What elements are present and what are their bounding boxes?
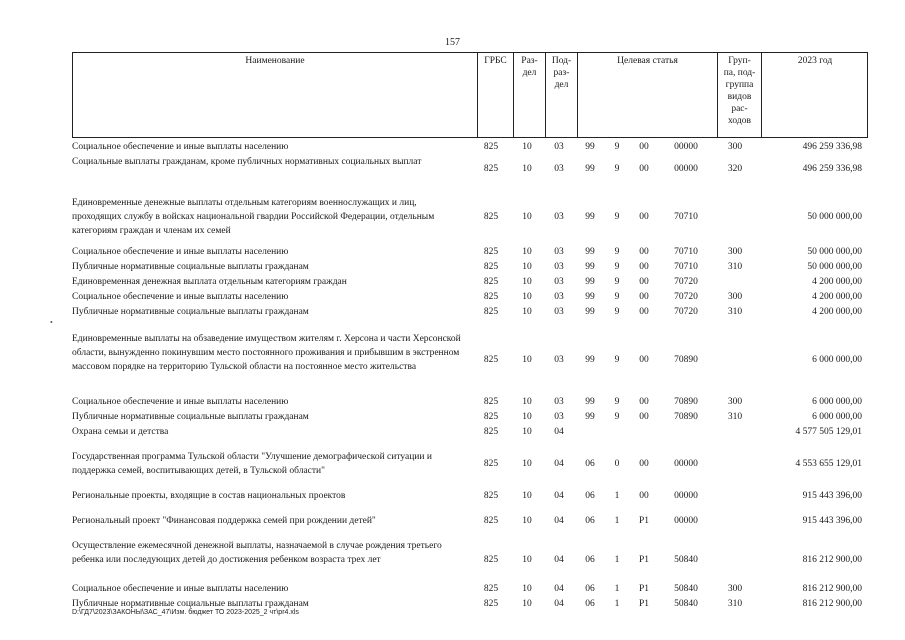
target-program-cell: 06 — [585, 598, 595, 609]
expense-type-cell — [720, 424, 750, 439]
expense-type-cell: 300 — [727, 246, 743, 257]
target-subprogram-cell: 9 — [614, 141, 620, 152]
amount-cell: 496 259 336,98 — [802, 141, 862, 152]
table-row — [72, 244, 868, 259]
amount-cell: 4 200 000,00 — [812, 306, 862, 317]
target-subprogram-cell: 9 — [614, 354, 620, 365]
expense-type-cell — [720, 513, 750, 528]
amount-cell: 816 212 900,00 — [802, 583, 862, 594]
razdel-cell: 10 — [522, 396, 532, 407]
target-event-cell: P1 — [638, 515, 650, 526]
target-direction-cell: 50840 — [674, 583, 698, 594]
podrazdel-cell: 03 — [554, 261, 564, 272]
target-subprogram-cell: 9 — [614, 246, 620, 257]
expense-type-cell — [720, 538, 750, 581]
expense-type-cell — [720, 331, 750, 388]
target-event-cell: 00 — [639, 211, 649, 222]
target-program-cell: 99 — [585, 354, 595, 365]
expense-type-cell: 310 — [727, 261, 743, 272]
table-body — [72, 139, 868, 611]
target-direction-cell: 70890 — [674, 354, 698, 365]
target-direction-cell: 00000 — [674, 515, 698, 526]
target-event-cell: 00 — [639, 411, 649, 422]
target-program-cell: 99 — [585, 276, 595, 287]
table-row — [72, 424, 868, 439]
amount-cell: 915 443 396,00 — [802, 515, 862, 526]
amount-cell: 496 259 336,98 — [802, 163, 862, 174]
target-program-cell: 06 — [585, 583, 595, 594]
table-row — [72, 581, 868, 596]
amount-cell: 816 212 900,00 — [802, 598, 862, 609]
name-cell: Охрана семьи и детства — [72, 427, 169, 437]
razdel-cell: 10 — [522, 306, 532, 317]
name-cell: Единовременные выплаты на обзаведение имуществом жителям г. Херсона и части Херсонской области, вынужденно покинувшим место постоянного проживания и прибывшим в экстренном массовом порядке на территорию Тульской области на постоянное место жительства — [72, 334, 461, 372]
expense-type-cell: 310 — [727, 306, 743, 317]
table-row — [72, 139, 868, 154]
razdel-cell: 10 — [522, 211, 532, 222]
name-cell: Публичные нормативные социальные выплаты гражданам — [72, 307, 309, 317]
amount-cell: 4 577 505 129,01 — [795, 426, 862, 437]
podrazdel-cell: 03 — [554, 276, 564, 287]
target-subprogram-cell: 0 — [614, 458, 620, 469]
target-subprogram-cell — [612, 424, 622, 439]
grbs-cell: 825 — [483, 354, 499, 365]
expense-type-cell: 300 — [727, 396, 743, 407]
podrazdel-cell: 03 — [554, 246, 564, 257]
target-event-cell: 00 — [639, 261, 649, 272]
target-direction-cell: 70710 — [674, 246, 698, 257]
podrazdel-cell: 04 — [554, 583, 564, 594]
target-program-cell: 06 — [585, 490, 595, 501]
table-row — [72, 289, 868, 304]
amount-cell: 50 000 000,00 — [807, 211, 862, 222]
expense-type-cell — [720, 488, 750, 503]
amount-cell: 816 212 900,00 — [802, 554, 862, 565]
podrazdel-cell: 03 — [554, 411, 564, 422]
header-target: Целевая статья — [577, 53, 717, 137]
target-direction-cell: 70720 — [674, 306, 698, 317]
target-event-cell: 00 — [639, 354, 649, 365]
name-cell: Публичные нормативные социальные выплаты гражданам — [72, 412, 309, 422]
razdel-cell: 10 — [522, 583, 532, 594]
table-row — [72, 449, 868, 478]
podrazdel-cell: 04 — [554, 515, 564, 526]
target-event-cell: 00 — [639, 291, 649, 302]
target-program-cell: 99 — [585, 306, 595, 317]
header-podrazdel: Под- раз- дел — [545, 53, 577, 137]
header-name: Наименование — [245, 56, 305, 66]
grbs-cell: 825 — [483, 583, 499, 594]
expense-type-cell: 310 — [727, 411, 743, 422]
grbs-cell: 825 — [483, 306, 499, 317]
target-direction-cell: 00000 — [674, 458, 698, 469]
target-subprogram-cell: 1 — [614, 598, 620, 609]
file-path: D:\ГД7\2023\ЗАКОНЫ\ЗАС_47\Изм. бюджет ТО 2023-2025_2 чт\pr4.xls — [72, 609, 299, 616]
target-program-cell: 99 — [585, 396, 595, 407]
razdel-cell: 10 — [522, 554, 532, 565]
expense-type-cell — [720, 449, 750, 478]
name-cell: Социальное обеспечение и иные выплаты населению — [72, 292, 289, 302]
target-subprogram-cell: 9 — [614, 396, 620, 407]
target-event-cell: 00 — [639, 246, 649, 257]
podrazdel-cell: 03 — [554, 306, 564, 317]
table-row — [72, 513, 868, 528]
stray-mark: • — [50, 318, 53, 327]
target-program-cell: 06 — [585, 515, 595, 526]
target-direction-cell: 70720 — [674, 291, 698, 302]
target-event-cell: 00 — [639, 141, 649, 152]
target-direction-cell: 00000 — [674, 490, 698, 501]
amount-cell: 6 000 000,00 — [812, 396, 862, 407]
razdel-cell: 10 — [522, 291, 532, 302]
grbs-cell: 825 — [483, 291, 499, 302]
grbs-cell: 825 — [483, 426, 499, 437]
name-cell: Осуществление ежемесячной денежной выплаты, назначаемой в случае рождения третьего ребенка или последующих детей до достижения ребенком возраста трех лет — [72, 541, 442, 565]
target-event-cell: P1 — [638, 598, 650, 609]
amount-cell: 6 000 000,00 — [812, 354, 862, 365]
expense-type-cell: 300 — [727, 291, 743, 302]
name-cell: Социальное обеспечение и иные выплаты населению — [72, 397, 289, 407]
target-subprogram-cell: 1 — [614, 515, 620, 526]
podrazdel-cell: 04 — [554, 598, 564, 609]
name-cell: Социальное обеспечение и иные выплаты населению — [72, 142, 289, 152]
name-cell: Социальное обеспечение и иные выплаты населению — [72, 584, 289, 594]
target-event-cell: 00 — [639, 458, 649, 469]
header-grbs: ГРБС — [477, 53, 513, 137]
target-direction-cell: 70720 — [674, 276, 698, 287]
podrazdel-cell: 03 — [554, 291, 564, 302]
grbs-cell: 825 — [483, 515, 499, 526]
target-program-cell: 06 — [585, 554, 595, 565]
target-direction-cell — [666, 424, 706, 439]
target-subprogram-cell: 9 — [614, 411, 620, 422]
table-row — [72, 538, 868, 581]
target-program-cell: 06 — [585, 458, 595, 469]
expense-type-cell — [720, 195, 750, 238]
target-program-cell: 99 — [585, 261, 595, 272]
podrazdel-cell: 03 — [554, 211, 564, 222]
target-subprogram-cell: 1 — [614, 583, 620, 594]
razdel-cell: 10 — [522, 515, 532, 526]
razdel-cell: 10 — [522, 261, 532, 272]
target-subprogram-cell: 9 — [614, 291, 620, 302]
podrazdel-cell: 03 — [554, 141, 564, 152]
target-event-cell: 00 — [639, 163, 649, 174]
razdel-cell: 10 — [522, 276, 532, 287]
target-subprogram-cell: 9 — [614, 261, 620, 272]
name-cell: Социальные выплаты гражданам, кроме публичных нормативных социальных выплат — [72, 157, 422, 167]
grbs-cell: 825 — [483, 411, 499, 422]
table-row — [72, 154, 868, 183]
target-event-cell: 00 — [639, 306, 649, 317]
razdel-cell: 10 — [522, 598, 532, 609]
podrazdel-cell: 03 — [554, 396, 564, 407]
razdel-cell: 10 — [522, 246, 532, 257]
header-razdel: Раз- дел — [513, 53, 545, 137]
target-event-cell: 00 — [639, 276, 649, 287]
grbs-cell: 825 — [483, 211, 499, 222]
grbs-cell: 825 — [483, 261, 499, 272]
target-program-cell: 99 — [585, 291, 595, 302]
name-cell: Социальное обеспечение и иные выплаты населению — [72, 247, 289, 257]
target-program-cell: 99 — [585, 246, 595, 257]
podrazdel-cell: 04 — [554, 458, 564, 469]
expense-type-cell: 300 — [727, 583, 743, 594]
amount-cell: 4 200 000,00 — [812, 276, 862, 287]
grbs-cell: 825 — [483, 458, 499, 469]
grbs-cell: 825 — [483, 163, 499, 174]
target-direction-cell: 70710 — [674, 261, 698, 272]
razdel-cell: 10 — [522, 354, 532, 365]
name-cell: Единовременные денежные выплаты отдельным категориям военнослужащих и лиц, проходящих службу в войсках национальной гвардии Российской Федерации, отдельным категориям граждан и членам их семей — [72, 198, 435, 236]
header-year: 2023 год — [761, 53, 868, 137]
target-program-cell — [580, 424, 600, 439]
target-direction-cell: 70710 — [674, 211, 698, 222]
target-subprogram-cell: 1 — [614, 554, 620, 565]
target-direction-cell: 50840 — [674, 598, 698, 609]
grbs-cell: 825 — [483, 554, 499, 565]
amount-cell: 915 443 396,00 — [802, 490, 862, 501]
amount-cell: 50 000 000,00 — [807, 246, 862, 257]
target-subprogram-cell: 9 — [614, 306, 620, 317]
target-subprogram-cell: 9 — [614, 276, 620, 287]
target-direction-cell: 00000 — [674, 163, 698, 174]
target-program-cell: 99 — [585, 211, 595, 222]
name-cell: Региональные проекты, входящие в состав национальных проектов — [72, 491, 346, 501]
target-program-cell: 99 — [585, 141, 595, 152]
razdel-cell: 10 — [522, 458, 532, 469]
table-row — [72, 394, 868, 409]
target-subprogram-cell: 9 — [614, 211, 620, 222]
target-program-cell: 99 — [585, 411, 595, 422]
razdel-cell: 10 — [522, 426, 532, 437]
grbs-cell: 825 — [483, 598, 499, 609]
table-row — [72, 304, 868, 319]
target-subprogram-cell: 1 — [614, 490, 620, 501]
amount-cell: 6 000 000,00 — [812, 411, 862, 422]
podrazdel-cell: 04 — [554, 426, 564, 437]
target-direction-cell: 50840 — [674, 554, 698, 565]
amount-cell: 50 000 000,00 — [807, 261, 862, 272]
target-direction-cell: 70890 — [674, 411, 698, 422]
table-row — [72, 259, 868, 274]
podrazdel-cell: 03 — [554, 354, 564, 365]
table-row — [72, 488, 868, 503]
table-header — [72, 52, 868, 138]
amount-cell: 4 553 655 129,01 — [795, 458, 862, 469]
razdel-cell: 10 — [522, 411, 532, 422]
grbs-cell: 825 — [483, 141, 499, 152]
name-cell: Единовременная денежная выплата отдельным категориям граждан — [72, 277, 347, 287]
target-event-cell: P1 — [638, 554, 650, 565]
expense-type-cell: 320 — [727, 163, 743, 174]
table-row — [72, 195, 868, 238]
podrazdel-cell: 04 — [554, 554, 564, 565]
podrazdel-cell: 03 — [554, 163, 564, 174]
grbs-cell: 825 — [483, 396, 499, 407]
name-cell: Публичные нормативные социальные выплаты гражданам — [72, 599, 309, 609]
header-vr: Груп- па, под- группа видов рас- ходов — [717, 53, 761, 137]
razdel-cell: 10 — [522, 490, 532, 501]
table-row — [72, 409, 868, 424]
expense-type-cell — [720, 274, 750, 289]
podrazdel-cell: 04 — [554, 490, 564, 501]
target-direction-cell: 00000 — [674, 141, 698, 152]
target-direction-cell: 70890 — [674, 396, 698, 407]
target-event-cell: 00 — [639, 396, 649, 407]
razdel-cell: 10 — [522, 163, 532, 174]
target-event-cell: P1 — [638, 583, 650, 594]
target-program-cell: 99 — [585, 163, 595, 174]
expense-type-cell: 310 — [727, 598, 743, 609]
grbs-cell: 825 — [483, 246, 499, 257]
name-cell: Региональный проект "Финансовая поддержка семей при рождении детей" — [72, 516, 376, 526]
target-event-cell — [634, 424, 654, 439]
expense-type-cell: 300 — [727, 141, 743, 152]
grbs-cell: 825 — [483, 276, 499, 287]
table-row — [72, 274, 868, 289]
target-subprogram-cell: 9 — [614, 163, 620, 174]
amount-cell: 4 200 000,00 — [812, 291, 862, 302]
razdel-cell: 10 — [522, 141, 532, 152]
page-number: 157 — [445, 37, 460, 48]
grbs-cell: 825 — [483, 490, 499, 501]
name-cell: Публичные нормативные социальные выплаты гражданам — [72, 262, 309, 272]
target-event-cell: 00 — [639, 490, 649, 501]
name-cell: Государственная программа Тульской области "Улучшение демографической ситуации и поддержка семей, воспитывающих детей, в Тульской области" — [72, 452, 432, 476]
table-row — [72, 331, 868, 388]
